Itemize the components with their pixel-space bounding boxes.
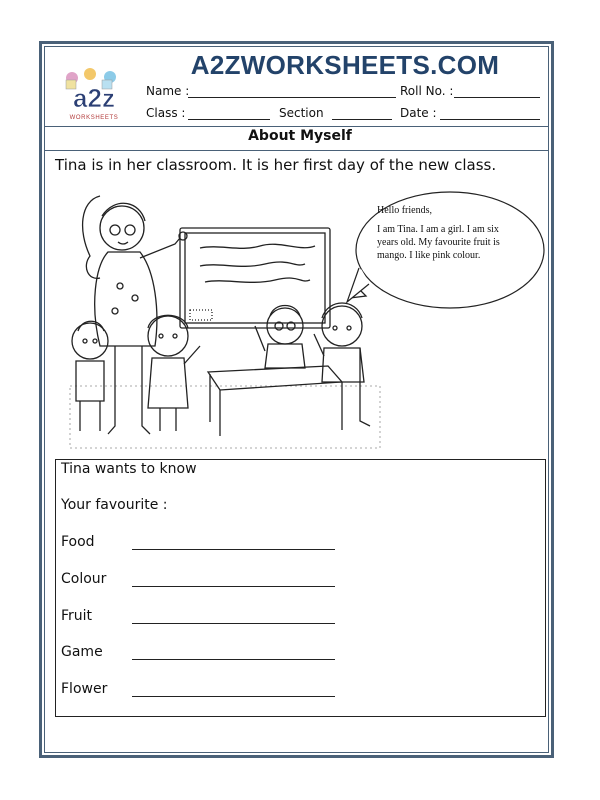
a2z-logo [54, 66, 134, 122]
classroom-illustration [60, 186, 390, 454]
worksheet-title: About Myself [248, 128, 352, 144]
bubble-greeting: Hello friends, [377, 205, 432, 216]
name-label: Name : [146, 84, 190, 98]
header-divider [44, 126, 549, 127]
answer-line-colour[interactable] [132, 586, 335, 587]
name-field[interactable] [188, 97, 396, 98]
svg-text:WORKSHEETS: WORKSHEETS [69, 115, 119, 121]
question-label-fruit: Fruit [61, 608, 93, 624]
question-label-colour: Colour [61, 571, 107, 587]
questions-heading: Tina wants to know [61, 461, 197, 477]
question-label-game: Game [61, 644, 103, 660]
class-field[interactable] [188, 119, 270, 120]
roll-no-label: Roll No. : [400, 84, 454, 98]
answer-line-flower[interactable] [132, 696, 335, 697]
section-field[interactable] [332, 119, 392, 120]
bubble-body: I am Tina. I am a girl. I am six years old. My favourite fruit is mango. I like pink colour. [377, 224, 500, 261]
intro-text: Tina is in her classroom. It is her first day of the new class. [55, 156, 497, 174]
question-label-food: Food [61, 534, 95, 550]
answer-line-food[interactable] [132, 549, 335, 550]
answer-line-game[interactable] [132, 659, 335, 660]
section-label: Section [279, 106, 324, 120]
svg-text:a2z: a2z [73, 83, 115, 113]
answer-line-fruit[interactable] [132, 623, 335, 624]
class-label: Class : [146, 106, 186, 120]
speech-bubble-text [377, 204, 510, 268]
date-field[interactable] [440, 119, 540, 120]
roll-no-field[interactable] [454, 97, 540, 98]
site-title: A2ZWORKSHEETS.COM [190, 50, 500, 80]
date-label: Date : [400, 106, 437, 120]
question-label-flower: Flower [61, 681, 108, 697]
title-divider [44, 150, 549, 151]
questions-subheading: Your favourite : [61, 497, 168, 513]
